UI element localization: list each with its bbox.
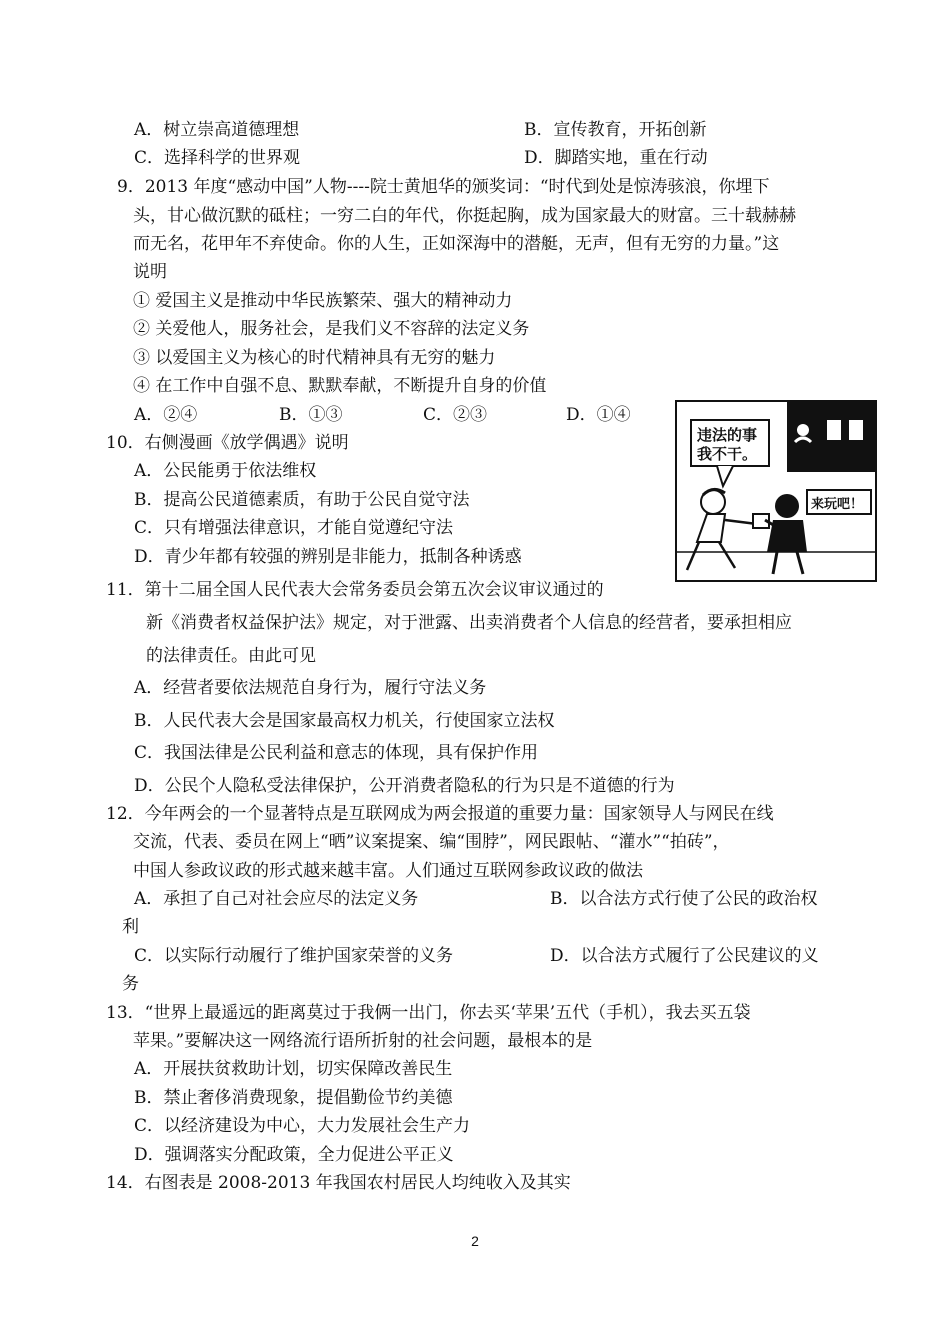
q12-option-b-continued: 利 bbox=[122, 917, 139, 937]
q9-stem-line-1: 9．2013 年度“感动中国”人物----院士黄旭华的颁奖词：“时代到处是惊涛骇浪，你埋下 bbox=[117, 177, 770, 197]
q9-option-d: D．①④ bbox=[566, 405, 631, 425]
q11-option-a: A．经营者要依法规范自身行为，履行守法义务 bbox=[134, 678, 487, 698]
q9-statement-1: ① 爱国主义是推动中华民族繁荣、强大的精神动力 bbox=[133, 291, 513, 311]
q9-option-c: C．②③ bbox=[423, 405, 488, 425]
q9-stem-line-4: 说明 bbox=[133, 262, 167, 282]
cartoon-drawing bbox=[677, 402, 875, 580]
q11-stem-line-1: 11．第十二届全国人民代表大会常务委员会第五次会议审议通过的 bbox=[106, 580, 604, 600]
q12-option-b: B．以合法方式行使了公民的政治权 bbox=[550, 889, 818, 909]
q9-statement-2: ② 关爱他人，服务社会，是我们义不容辞的法定义务 bbox=[133, 319, 530, 339]
q11-option-b: B．人民代表大会是国家最高权力机关，行使国家立法权 bbox=[134, 711, 555, 731]
cartoon-illustration bbox=[675, 400, 877, 582]
q9-statement-4: ④ 在工作中自强不息、默默奉献，不断提升自身的价值 bbox=[133, 376, 547, 396]
q13-stem-line-2: 苹果。”要解决这一网络流行语所折射的社会问题，最根本的是 bbox=[133, 1031, 593, 1051]
page-number: 2 bbox=[471, 1233, 479, 1249]
q12-option-d: D．以合法方式履行了公民建议的义 bbox=[550, 946, 819, 966]
q8-option-c: C．选择科学的世界观 bbox=[134, 148, 301, 168]
q13-option-c: C．以经济建设为中心，大力发展社会生产力 bbox=[134, 1116, 471, 1136]
cartoon-bubble-right: 来玩吧！ bbox=[811, 497, 864, 512]
q12-option-a: A．承担了自己对社会应尽的法定义务 bbox=[134, 889, 419, 909]
q13-option-d: D．强调落实分配政策，全力促进公平正义 bbox=[134, 1145, 454, 1165]
q9-option-a: A．②④ bbox=[134, 405, 198, 425]
cartoon-bubble-left-line-1: 违法的事 bbox=[697, 426, 758, 444]
q8-option-b: B．宣传教育，开拓创新 bbox=[524, 120, 707, 140]
q11-stem-line-3: 的法律责任。由此可见 bbox=[146, 646, 316, 666]
q10-option-c: C．只有增强法律意识，才能自觉遵纪守法 bbox=[134, 518, 454, 538]
q12-stem-line-1: 12．今年两会的一个显著特点是互联网成为两会报道的重要力量：国家领导人与网民在线 bbox=[106, 804, 774, 824]
q9-option-b: B．①③ bbox=[279, 405, 343, 425]
q11-option-d: D．公民个人隐私受法律保护，公开消费者隐私的行为只是不道德的行为 bbox=[134, 776, 675, 796]
q10-stem: 10．右侧漫画《放学偶遇》说明 bbox=[106, 433, 349, 453]
q12-stem-line-3: 中国人参政议政的形式越来越丰富。人们通过互联网参政议政的做法 bbox=[133, 861, 643, 881]
q13-stem-line-1: 13．“世界上最遥远的距离莫过于我俩一出门，你去买‘苹果’五代（手机），我去买五袋 bbox=[106, 1003, 751, 1023]
q12-option-c: C．以实际行动履行了维护国家荣誉的义务 bbox=[134, 946, 454, 966]
q14-stem-line-1: 14．右图表是 2008-2013 年我国农村居民人均纯收入及其实 bbox=[106, 1173, 571, 1193]
q11-stem-line-2: 新《消费者权益保护法》规定，对于泄露、出卖消费者个人信息的经营者，要承担相应 bbox=[146, 613, 792, 633]
cartoon-bubble-left-line-2: 我不干。 bbox=[697, 445, 758, 463]
q11-option-c: C．我国法律是公民利益和意志的体现，具有保护作用 bbox=[134, 743, 539, 763]
q12-option-d-continued: 务 bbox=[122, 974, 139, 994]
q9-stem-line-3: 而无名，花甲年不弃使命。你的人生，正如深海中的潜艇，无声，但有无穷的力量。”这 bbox=[133, 234, 780, 254]
q9-statement-3: ③ 以爱国主义为核心的时代精神具有无穷的魅力 bbox=[133, 348, 496, 368]
q10-option-b: B．提高公民道德素质，有助于公民自觉守法 bbox=[134, 490, 470, 510]
q12-stem-line-2: 交流，代表、委员在网上“晒”议案提案、编“围脖”，网民跟帖、“灌水”“拍砖”， bbox=[133, 832, 730, 852]
q10-option-d: D．青少年都有较强的辨别是非能力，抵制各种诱惑 bbox=[134, 547, 522, 567]
q8-option-d: D．脚踏实地，重在行动 bbox=[524, 148, 708, 168]
q10-option-a: A．公民能勇于依法维权 bbox=[134, 461, 317, 481]
q9-stem-line-2: 头，甘心做沉默的砥柱；一穷二白的年代，你挺起胸，成为国家最大的财富。三十载赫赫 bbox=[133, 206, 796, 226]
q13-option-b: B．禁止奢侈消费现象，提倡勤俭节约美德 bbox=[134, 1088, 453, 1108]
q13-option-a: A．开展扶贫救助计划，切实保障改善民生 bbox=[134, 1059, 453, 1079]
q8-option-a: A．树立崇高道德理想 bbox=[134, 120, 300, 140]
